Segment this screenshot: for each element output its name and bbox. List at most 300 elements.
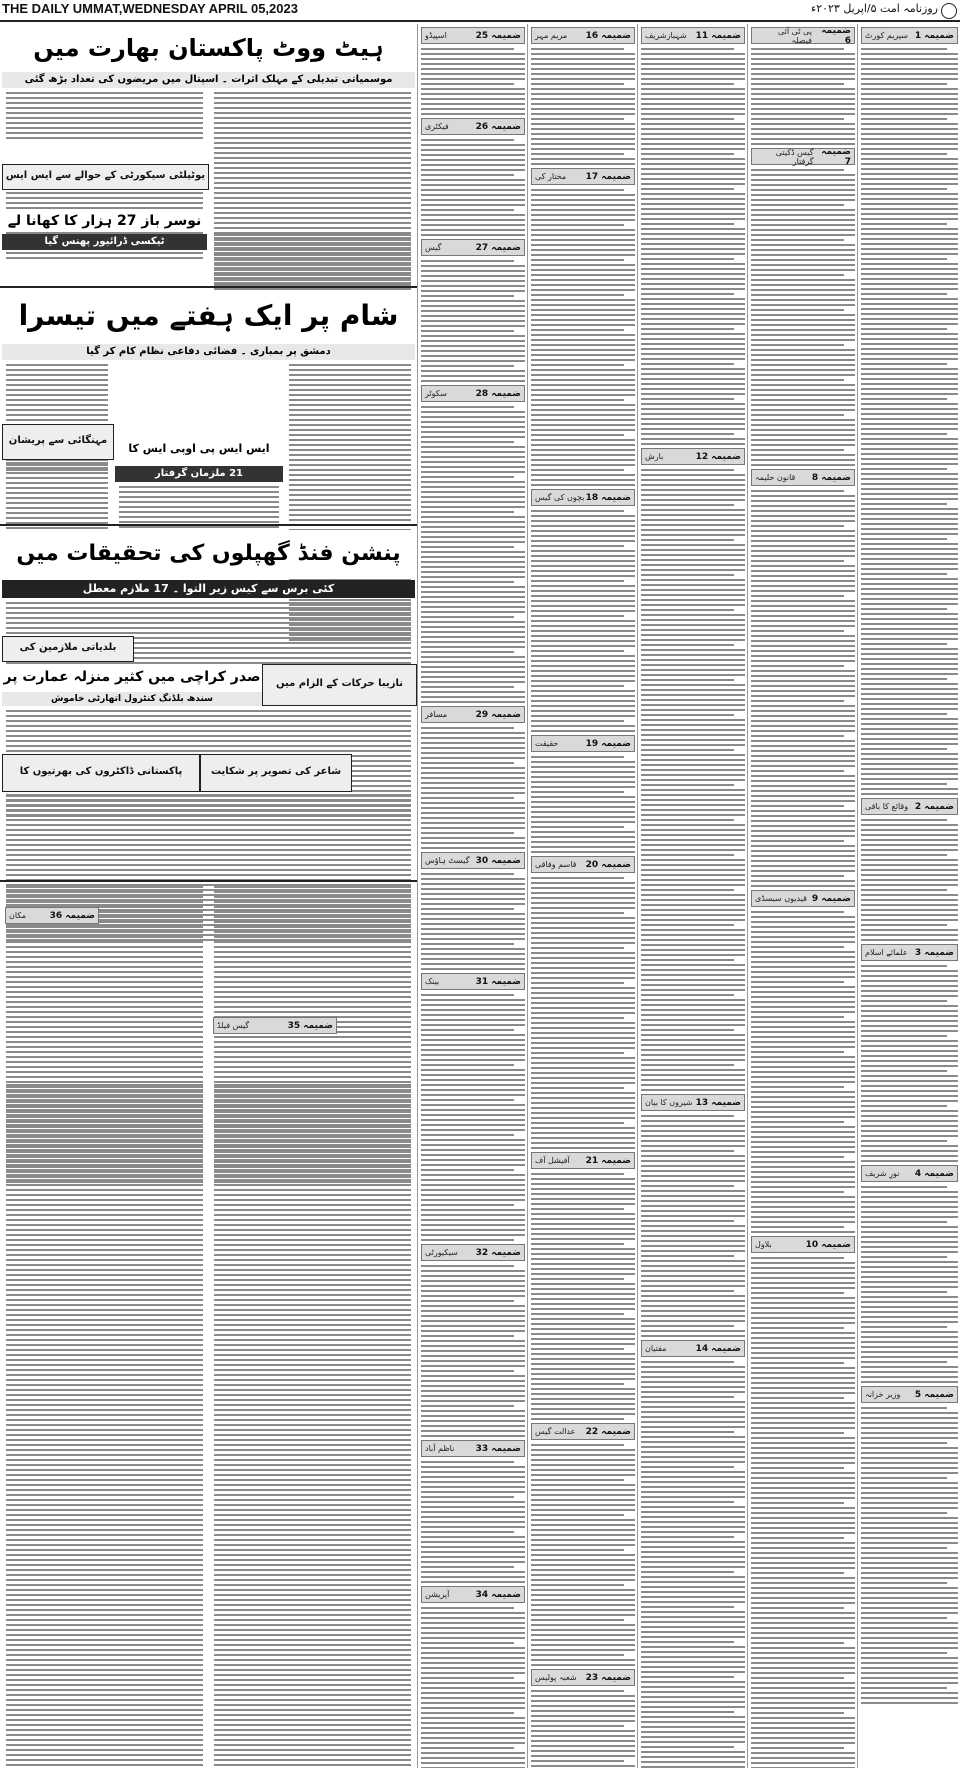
text-line xyxy=(531,1569,635,1571)
text-line xyxy=(751,1141,855,1143)
text-line xyxy=(119,526,279,528)
text-line xyxy=(421,1340,525,1342)
text-line xyxy=(531,1198,635,1200)
text-line xyxy=(421,1009,525,1011)
text-line xyxy=(641,1019,745,1021)
text-line xyxy=(861,1512,947,1514)
text-line xyxy=(421,923,525,925)
text-line xyxy=(214,137,411,139)
text-line xyxy=(214,1614,411,1616)
text-line xyxy=(861,323,958,325)
text-line xyxy=(751,1221,855,1223)
text-line xyxy=(214,1609,411,1611)
text-line xyxy=(861,839,958,841)
text-line xyxy=(421,1476,525,1478)
text-line xyxy=(861,263,958,265)
text-line xyxy=(861,543,958,545)
text-line xyxy=(641,789,745,791)
text-line xyxy=(531,725,635,727)
text-line xyxy=(861,658,958,660)
text-line xyxy=(119,491,279,493)
text-line xyxy=(531,359,635,361)
text-line xyxy=(531,917,635,919)
text-line xyxy=(214,1649,411,1651)
section-category: قانون حلیمہ xyxy=(755,473,796,482)
text-line xyxy=(861,358,958,360)
text-line xyxy=(214,1199,411,1201)
text-line xyxy=(531,58,635,60)
text-line xyxy=(6,97,203,99)
text-line xyxy=(751,1392,855,1394)
text-line xyxy=(6,1699,203,1701)
text-line xyxy=(531,615,624,617)
section-category: وزیر خزانہ xyxy=(865,1390,901,1399)
text-line xyxy=(531,1338,635,1340)
text-line xyxy=(214,971,411,973)
text-line xyxy=(641,1160,745,1162)
text-line xyxy=(421,1576,525,1578)
text-line xyxy=(641,909,745,911)
text-line xyxy=(421,1722,525,1724)
text-line xyxy=(641,1686,745,1688)
text-line xyxy=(531,1574,635,1576)
text-line xyxy=(861,1632,958,1634)
text-line xyxy=(641,1676,734,1678)
text-line xyxy=(751,1482,855,1484)
text-line xyxy=(531,219,635,221)
text-line xyxy=(214,172,411,174)
text-line xyxy=(214,1354,411,1356)
text-line xyxy=(751,304,855,306)
text-line xyxy=(421,1496,514,1498)
text-line xyxy=(751,790,855,792)
text-line xyxy=(531,68,635,70)
text-line xyxy=(641,954,745,956)
text-line xyxy=(421,466,525,468)
text-line xyxy=(214,1089,411,1091)
text-line xyxy=(861,1567,958,1569)
text-line xyxy=(751,1297,855,1299)
text-line xyxy=(6,1124,203,1126)
text-line xyxy=(641,824,745,826)
section-tag xyxy=(861,1165,958,1182)
text-line xyxy=(641,1636,745,1638)
text-line xyxy=(289,389,411,391)
text-line xyxy=(531,545,624,547)
text-line xyxy=(421,1039,525,1041)
text-line xyxy=(421,159,525,161)
text-line xyxy=(531,379,635,381)
text-line xyxy=(751,1762,855,1764)
text-line xyxy=(6,1284,203,1286)
section-category: سکوٹر xyxy=(425,389,447,398)
logo-icon xyxy=(941,3,957,19)
text-line xyxy=(6,487,108,489)
text-line xyxy=(421,913,525,915)
text-line xyxy=(751,329,855,331)
text-line xyxy=(531,756,624,758)
text-line xyxy=(6,482,108,484)
text-line xyxy=(861,1612,958,1614)
text-line xyxy=(751,314,855,316)
text-line xyxy=(751,1121,844,1123)
box-5: ایس ایس پی اوپی ایس کا xyxy=(115,434,283,464)
text-line xyxy=(531,194,635,196)
text-line xyxy=(421,581,514,583)
text-line xyxy=(531,841,635,843)
text-line xyxy=(6,1189,203,1191)
text-line xyxy=(214,1249,411,1251)
text-line xyxy=(6,1219,203,1221)
section-number: ضمیمہ 23 xyxy=(585,1672,631,1683)
text-line xyxy=(421,1627,525,1629)
text-line xyxy=(531,1022,635,1024)
text-line xyxy=(214,254,411,256)
text-line xyxy=(289,509,411,511)
text-line xyxy=(751,1161,855,1163)
text-line xyxy=(6,874,411,876)
text-line xyxy=(861,118,947,120)
text-line xyxy=(421,1737,525,1739)
column-7-tags xyxy=(2,904,102,928)
text-line xyxy=(421,948,525,950)
text-line xyxy=(861,683,958,685)
text-line xyxy=(641,924,734,926)
text-line xyxy=(6,1474,203,1476)
section-tag xyxy=(751,148,855,165)
text-line xyxy=(861,1432,958,1434)
text-line xyxy=(531,645,635,647)
text-line xyxy=(421,832,514,834)
section-tag xyxy=(751,469,855,486)
text-line xyxy=(531,1544,635,1546)
section-tag xyxy=(861,1386,958,1403)
text-line xyxy=(861,403,958,405)
text-line xyxy=(6,1369,203,1371)
text-line xyxy=(214,177,411,179)
section-number: ضمیمہ 22 xyxy=(585,1426,631,1437)
text-line xyxy=(531,520,635,522)
text-line xyxy=(531,339,635,341)
text-line xyxy=(641,1140,745,1142)
text-line xyxy=(751,1307,855,1309)
text-line xyxy=(214,946,411,948)
text-line xyxy=(6,1309,203,1311)
text-line xyxy=(751,1347,855,1349)
text-line xyxy=(531,1695,635,1697)
text-line xyxy=(641,554,745,556)
text-line xyxy=(641,368,745,370)
text-line xyxy=(861,929,958,931)
text-line xyxy=(861,829,958,831)
text-line xyxy=(6,1274,203,1276)
text-line xyxy=(531,952,635,954)
text-line xyxy=(6,1589,203,1591)
text-line xyxy=(751,1612,855,1614)
text-line xyxy=(751,174,855,176)
text-line xyxy=(641,1155,745,1157)
section-tag xyxy=(421,239,525,256)
text-line xyxy=(531,1268,635,1270)
text-line xyxy=(751,956,855,958)
text-line xyxy=(751,1652,855,1654)
text-line xyxy=(751,1116,855,1118)
text-line xyxy=(861,778,958,780)
section-number: ضمیمہ 16 xyxy=(585,30,631,41)
text-line xyxy=(641,1074,745,1076)
text-line xyxy=(531,1398,635,1400)
text-line xyxy=(641,1406,745,1408)
text-line xyxy=(861,673,958,675)
text-line xyxy=(421,431,525,433)
text-line xyxy=(861,418,958,420)
text-line xyxy=(421,1014,525,1016)
text-line xyxy=(641,769,745,771)
text-line xyxy=(289,374,411,376)
text-line xyxy=(214,1011,411,1013)
text-line xyxy=(751,214,855,216)
text-line xyxy=(531,153,624,155)
text-line xyxy=(751,675,855,677)
text-line xyxy=(421,1435,525,1437)
text-line xyxy=(751,1231,855,1233)
text-line xyxy=(6,1409,203,1411)
text-line xyxy=(641,333,745,335)
text-line xyxy=(531,962,635,964)
text-line xyxy=(531,1303,635,1305)
text-line xyxy=(531,53,635,55)
text-line xyxy=(861,98,958,100)
text-line xyxy=(531,937,635,939)
text-line xyxy=(751,770,844,772)
text-line xyxy=(421,1541,525,1543)
text-line xyxy=(641,1230,745,1232)
text-line xyxy=(641,1651,745,1653)
text-line xyxy=(421,511,514,513)
section-number: ضمیمہ 5 xyxy=(914,1389,954,1400)
text-line xyxy=(531,204,635,206)
text-line xyxy=(641,669,745,671)
text-line xyxy=(861,1030,958,1032)
text-line xyxy=(531,1609,635,1611)
text-line xyxy=(531,1464,635,1466)
text-line xyxy=(214,986,411,988)
text-line xyxy=(751,63,855,65)
text-line xyxy=(214,1041,411,1043)
section-category: قاسم وفاقی xyxy=(535,860,577,869)
text-line xyxy=(421,1491,525,1493)
text-line xyxy=(861,343,958,345)
text-line xyxy=(751,1727,855,1729)
text-line xyxy=(861,163,958,165)
text-line xyxy=(6,1349,203,1351)
text-line xyxy=(531,128,635,130)
text-line xyxy=(421,1059,525,1061)
text-line xyxy=(531,1654,624,1656)
text-line xyxy=(531,670,635,672)
text-line xyxy=(641,1691,745,1693)
text-line xyxy=(751,319,855,321)
section-number: ضمیمہ 25 xyxy=(475,30,521,41)
text-line xyxy=(861,523,958,525)
text-line xyxy=(421,757,525,759)
text-line xyxy=(6,369,108,371)
text-line xyxy=(421,767,525,769)
text-line xyxy=(6,1329,203,1331)
text-line xyxy=(421,78,525,80)
text-line xyxy=(751,1287,855,1289)
text-line xyxy=(751,354,855,356)
column-4 xyxy=(527,24,638,1768)
text-line xyxy=(214,1734,411,1736)
text-line xyxy=(861,1045,958,1047)
text-line xyxy=(751,1527,855,1529)
text-line xyxy=(751,409,855,411)
section-category: نورِ شریف xyxy=(865,1169,900,1178)
text-line xyxy=(214,956,411,958)
text-line xyxy=(641,719,745,721)
text-line xyxy=(6,1109,203,1111)
text-line xyxy=(861,1422,958,1424)
text-line xyxy=(751,1166,855,1168)
text-line xyxy=(214,1704,411,1706)
text-line xyxy=(421,1521,525,1523)
text-line xyxy=(751,1156,844,1158)
text-line xyxy=(6,901,203,903)
headline-2: شام پر ایک ہفتے میں تیسرا xyxy=(2,290,415,342)
text-line xyxy=(531,680,635,682)
text-line xyxy=(861,1130,958,1132)
text-line xyxy=(421,1174,525,1176)
section-number: ضمیمہ 17 xyxy=(585,171,631,182)
text-line xyxy=(6,1509,203,1511)
text-line xyxy=(641,218,745,220)
text-line xyxy=(641,1376,745,1378)
text-line xyxy=(751,289,855,291)
text-line xyxy=(751,404,855,406)
text-line xyxy=(861,1105,947,1107)
text-line xyxy=(531,464,635,466)
section-number: ضمیمہ 6 xyxy=(821,25,851,46)
text-line xyxy=(751,1412,855,1414)
text-line xyxy=(751,93,855,95)
text-line xyxy=(421,1164,525,1166)
text-line xyxy=(641,584,745,586)
text-line xyxy=(751,1627,855,1629)
text-line xyxy=(751,1016,844,1018)
text-line xyxy=(641,1571,734,1573)
text-line xyxy=(861,473,958,475)
text-line xyxy=(861,433,947,435)
text-line xyxy=(751,951,855,953)
text-line xyxy=(861,243,958,245)
text-line xyxy=(6,1374,203,1376)
text-line xyxy=(861,728,958,730)
text-line xyxy=(6,986,203,988)
text-line xyxy=(421,1757,525,1759)
text-line xyxy=(641,474,745,476)
section-number: ضمیمہ 20 xyxy=(585,859,631,870)
text-line xyxy=(531,1629,635,1631)
text-line xyxy=(6,1139,203,1141)
text-line xyxy=(421,1219,525,1221)
text-line xyxy=(421,481,525,483)
text-line xyxy=(421,591,525,593)
text-line xyxy=(421,88,525,90)
text-line xyxy=(531,590,635,592)
text-line xyxy=(641,1641,734,1643)
text-line xyxy=(641,108,745,110)
text-line xyxy=(531,1358,635,1360)
text-line xyxy=(531,1343,635,1345)
text-line xyxy=(421,1717,525,1719)
text-line xyxy=(6,1159,203,1161)
text-line xyxy=(421,847,525,849)
text-line xyxy=(641,1265,745,1267)
text-line xyxy=(641,1170,745,1172)
text-line xyxy=(751,540,855,542)
text-line xyxy=(214,182,411,184)
text-line xyxy=(214,1694,411,1696)
text-line xyxy=(214,1724,411,1726)
text-line xyxy=(861,1687,947,1689)
text-line xyxy=(421,53,525,55)
text-line xyxy=(214,1414,411,1416)
text-line xyxy=(751,916,855,918)
text-line xyxy=(861,488,958,490)
text-line xyxy=(6,1344,203,1346)
section-tag xyxy=(861,944,958,961)
text-line xyxy=(214,1529,411,1531)
text-line xyxy=(751,123,855,125)
text-line xyxy=(6,1259,203,1261)
text-line xyxy=(6,891,203,893)
text-line xyxy=(531,1323,635,1325)
text-line xyxy=(531,1253,635,1255)
text-line xyxy=(531,761,635,763)
text-line xyxy=(6,1224,203,1226)
text-line xyxy=(214,886,411,888)
text-line xyxy=(289,459,411,461)
text-line xyxy=(6,1674,203,1676)
text-line xyxy=(751,595,844,597)
text-line xyxy=(421,1612,525,1614)
text-line xyxy=(421,330,514,332)
text-line xyxy=(531,93,635,95)
text-line xyxy=(861,1417,958,1419)
text-line xyxy=(6,1689,203,1691)
text-line xyxy=(641,1496,745,1498)
text-line xyxy=(641,68,745,70)
text-line xyxy=(861,583,958,585)
text-line xyxy=(531,791,624,793)
text-line xyxy=(641,479,745,481)
text-line xyxy=(641,1551,745,1553)
text-line xyxy=(531,384,635,386)
text-line xyxy=(641,1270,745,1272)
text-line xyxy=(119,506,279,508)
text-line xyxy=(421,1712,514,1714)
text-line xyxy=(6,1669,203,1671)
text-line xyxy=(751,464,855,466)
text-line xyxy=(531,1117,635,1119)
text-line xyxy=(6,1001,203,1003)
text-line xyxy=(751,1637,855,1639)
text-line xyxy=(641,809,745,811)
text-line xyxy=(214,249,411,251)
text-line xyxy=(289,409,411,411)
text-line xyxy=(751,1262,855,1264)
